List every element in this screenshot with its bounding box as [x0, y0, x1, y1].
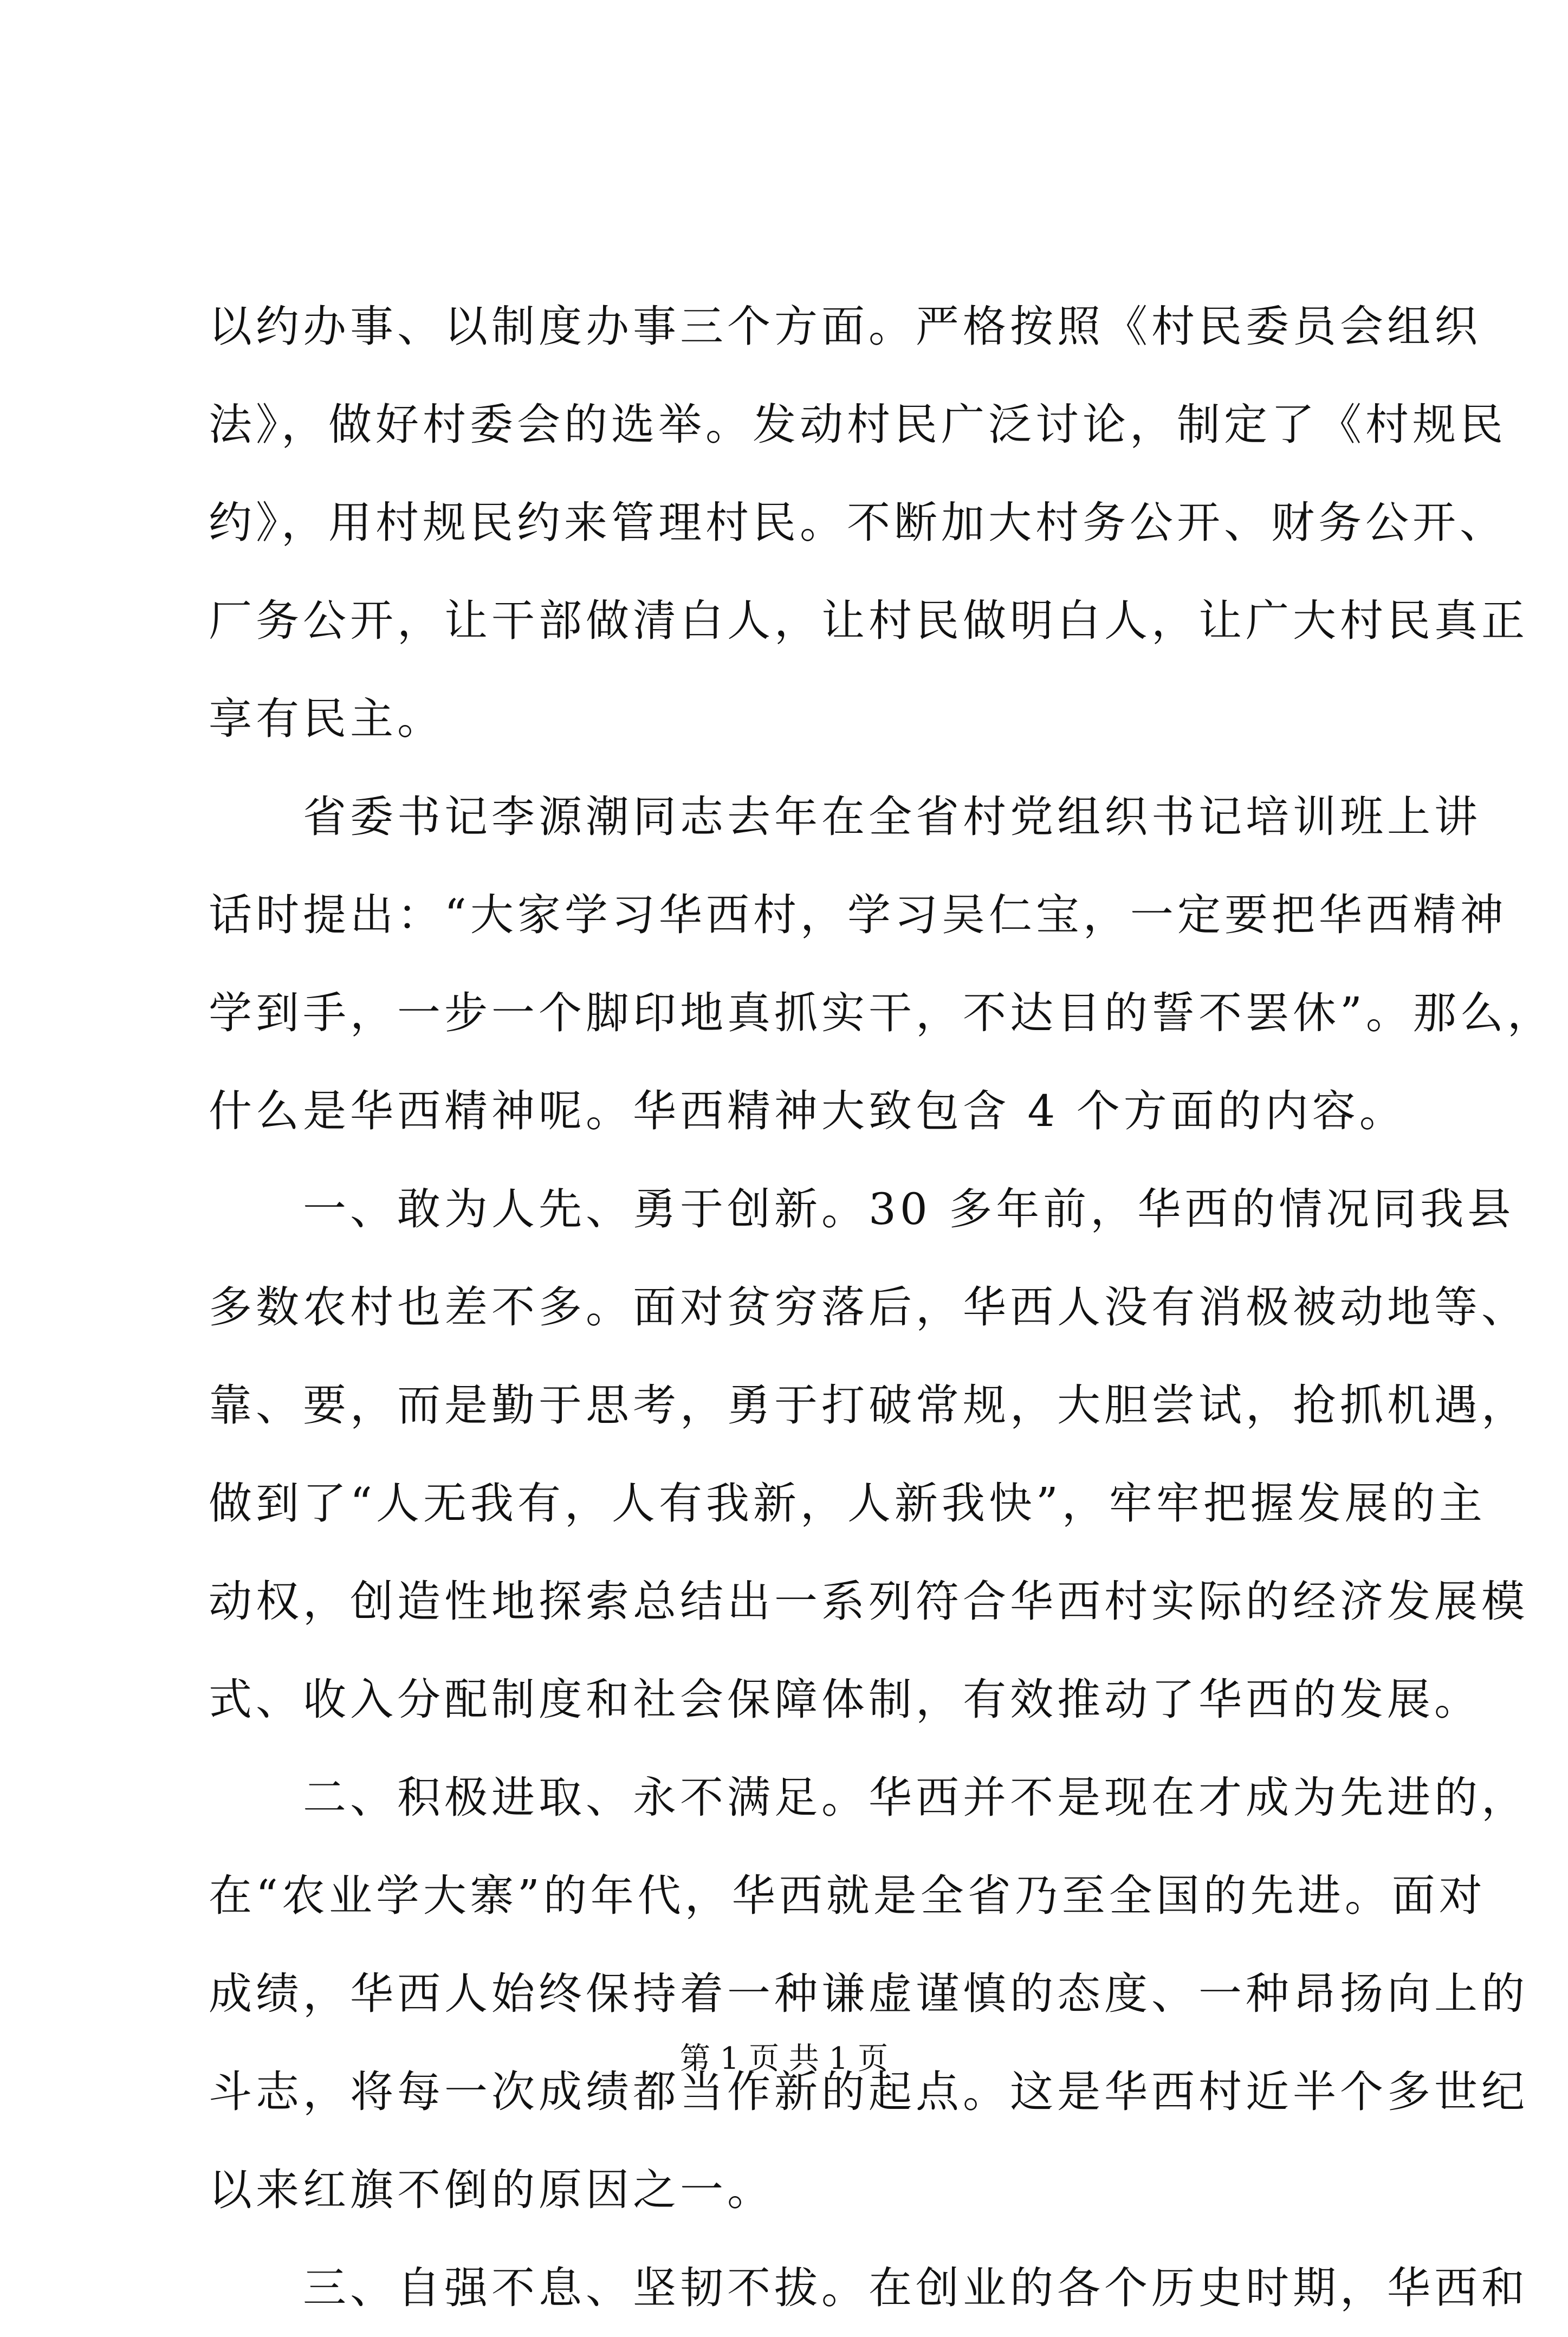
text-line: 做到了“人无我有，人有我新，人新我快”，牢牢把握发展的主 — [209, 1478, 1486, 1529]
text-line: 成绩，华西人始终保持着一种谦虚谨慎的态度、一种昂扬向上的 — [209, 1969, 1528, 2019]
text-line: 话时提出：“大家学习华西村，学习吴仁宝，一定要把华西精神 — [209, 890, 1507, 940]
text-line: 动权，创造性地探索总结出一系列符合华西村实际的经济发展模 — [209, 1576, 1528, 1627]
text-line: 在“农业学大寨”的年代，华西就是全省乃至全国的先进。面对 — [209, 1870, 1486, 1921]
text-line: 斗志，将每一次成绩都当作新的起点。这是华西村近半个多世纪 — [209, 2067, 1528, 2117]
text-line: 什么是华西精神呢。华西精神大致包含 4 个方面的内容。 — [209, 1086, 1407, 1136]
text-line: 省委书记李源潮同志去年在全省村党组织书记培训班上讲 — [209, 792, 1481, 842]
text-line: 式、收入分配制度和社会保障体制，有效推动了华西的发展。 — [209, 1674, 1481, 1725]
page-footer: 第 1 页 共 1 页 — [679, 2041, 889, 2076]
text-line: 多数农村也差不多。面对贫穷落后，华西人没有消极被动地等、 — [209, 1282, 1528, 1332]
text-line: 厂务公开，让干部做清白人，让村民做明白人，让广大村民真正 — [209, 595, 1528, 646]
body-text — [209, 277, 1554, 2337]
text-line: 以约办事、以制度办事三个方面。严格按照《村民委员会组织 — [209, 301, 1481, 352]
text-line: 学到手，一步一个脚印地真抓实干，不达目的誓不罢休”。那么， — [209, 988, 1554, 1038]
text-line: 三、自强不息、坚韧不拔。在创业的各个历史时期，华西和 — [209, 2263, 1528, 2313]
text-line: 靠、要，而是勤于思考，勇于打破常规，大胆尝试，抢抓机遇， — [209, 1380, 1528, 1430]
text-line: 以来红旗不倒的原因之一。 — [209, 2165, 774, 2215]
text-line: 法》，做好村委会的选举。发动村民广泛讨论，制定了《村规民 — [209, 399, 1507, 450]
text-line: 二、积极进取、永不满足。华西并不是现在才成为先进的， — [209, 1772, 1528, 1823]
text-line: 约》，用村规民约来管理村民。不断加大村务公开、财务公开、 — [209, 497, 1507, 548]
text-line: 一、敢为人先、勇于创新。30 多年前，华西的情况同我县 — [209, 1184, 1515, 1234]
text-line: 享有民主。 — [209, 694, 444, 744]
